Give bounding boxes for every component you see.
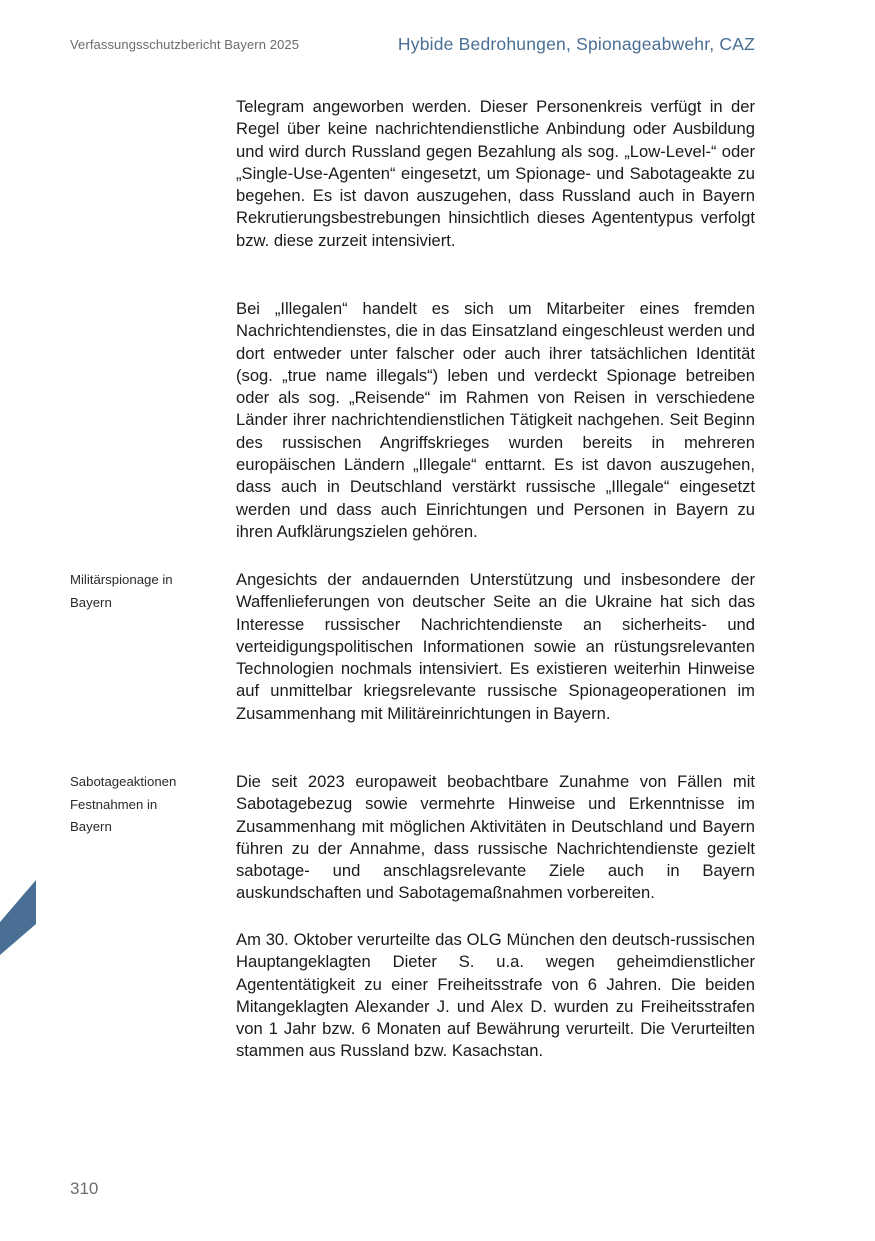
margin-note-sabotage (70, 771, 210, 839)
margin-note-line: Bayern (70, 594, 112, 610)
paragraph-military-espionage: Angesichts der andauernden Unterstützung und insbesondere der Waffenlieferungen von deutscher Seite an die Ukraine hat sich das Interesse russischer Nachrichtendienste an sicherheits- und verteidigungspolitischen Informationen sowie an rüstungsrelevanten Technologien nochmals intensiviert. Es existieren weiterhin Hinweise auf unmittelbar kriegsrelevante russische Spionageoperationen im Zusammenhang mit Militäreinrichtungen in Bayern. (236, 570, 755, 723)
running-header-chapter: Hybide Bedrohungen, Spionageabwehr, CAZ (397, 34, 755, 54)
margin-note-military-espionage (70, 569, 210, 614)
accent-tab-shape (0, 880, 36, 955)
margin-note-line: Festnahmen in (70, 796, 158, 812)
running-header-publication: Verfassungsschutzbericht Bayern 2025 (70, 37, 300, 52)
margin-note-line: Bayern (70, 819, 112, 834)
paragraph-illegals: Bei „Illegalen“ handelt es sich um Mitarbeiter eines fremden Nachrichtendienstes, die in das Einsatzland eingeschleust werden und dort entweder unter falscher oder auch ihrer tatsächlichen Identität (sog. „true name illegals“) leben und verdeckt Spionage betreiben oder als sog. „Reisende“ im Rahmen von Reisen in verschiedene Länder ihrer nachrichtendienstlichen Tätigkeit nachgehen. Seit Beginn des russischen Angriffskrieges wurden bereits in mehreren europäischen Ländern „Illegale“ enttarnt. Es ist davon auszugehen, dass auch in Deutschland verstärkt russische „Illegale“ eingesetzt werden und dass auch Einrichtungen und Personen in Bayern zu ihren Aufklärungszielen gehören. (236, 299, 755, 541)
page-number: 310 (70, 1179, 99, 1198)
margin-note-line: Sabotageaktionen (70, 774, 177, 789)
paragraph-sabotage: Die seit 2023 europaweit beobachtbare Zunahme von Fällen mit Sabotagebezug sowie vermehrte Hinweise und Erkenntnisse im Zusammenhang mit möglichen Aktivitäten in Deutschland und Bayern führen zu der Annahme, dass russische Nachrichtendienste gezielt sabotage- und anschlagsrelevante Ziele auch in Bayern auskundschaften und Sabotagemaßnahmen vorbereiten. (236, 772, 755, 903)
section-accent-tab (0, 880, 36, 955)
margin-note-line: Militärspionage in (70, 572, 173, 587)
paragraph-low-level-agents: Telegram angeworben werden. Dieser Personenkreis verfügt in der Regel über keine nachrichtendienstliche Anbindung oder Ausbildung und wird durch Russland gegen Bezahlung als sog. „Low-Level-“ oder „Single-Use-Agenten“ eingesetzt, um Spionage- und Sabotageakte zu begehen. Es ist davon auszugehen, dass Russland auch in Bayern Rekrutierungsbestrebungen hinsichtlich dieses Agententypus verfolgt bzw. diese zurzeit intensiviert. (236, 97, 755, 250)
paragraph-court-verdict: Am 30. Oktober verurteilte das OLG München den deutsch-russischen Hauptangeklagten Dieter S. u.a. wegen geheimdienstlicher Agententätigkeit zu einer Freiheitsstrafe von 6 Jahren. Die beiden Mitangeklagten Alexander J. und Alex D. wurden zu Freiheitsstrafen von 1 Jahr bzw. 6 Monaten auf Bewährung verurteilt. Die Verurteilten stammen aus Russland bzw. Kasachstan. (236, 930, 755, 1061)
